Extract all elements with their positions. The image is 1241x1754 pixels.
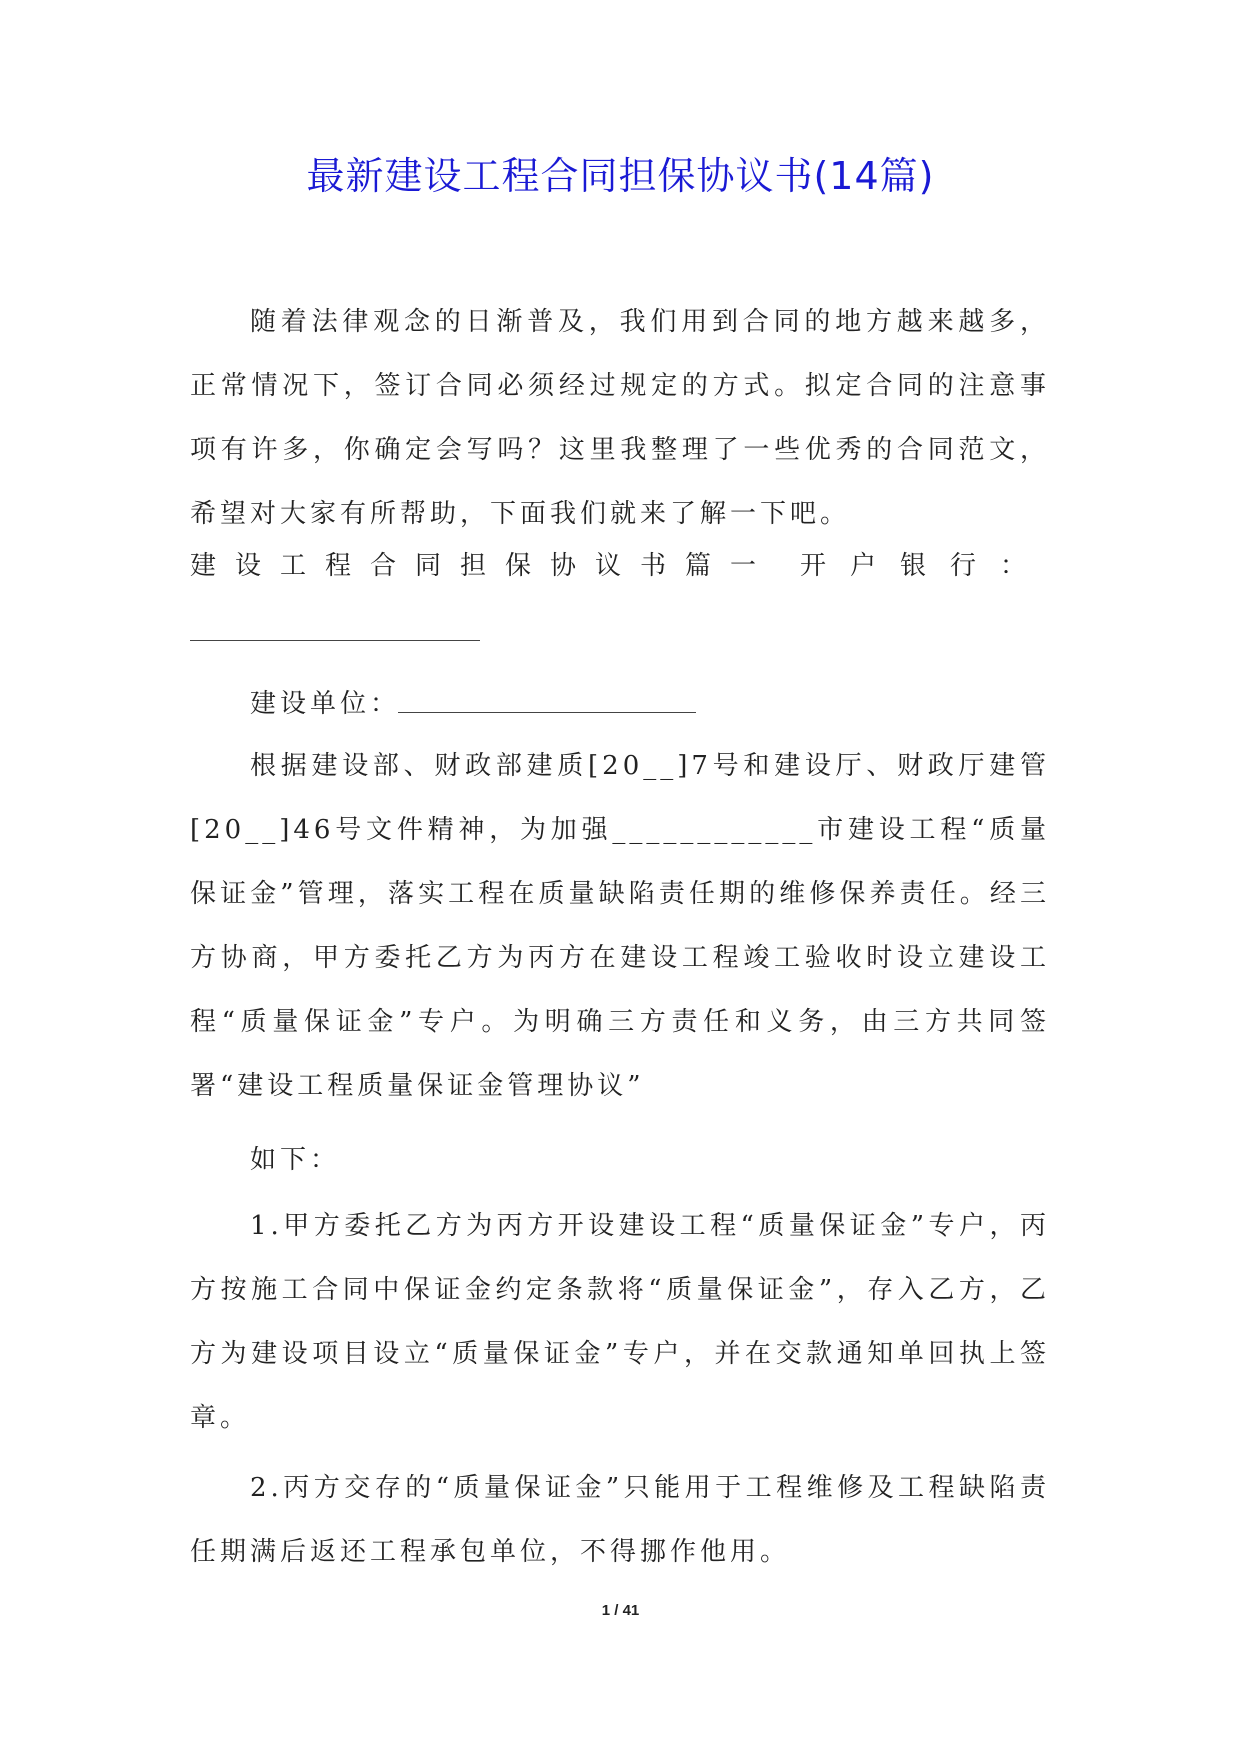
unit-label: 建设单位： [250, 689, 401, 719]
clause-2: 2.丙方交存的“质量保证金”只能用于工程维修及工程缺陷责任期满后返还工程承包单位，不得挪作他用。 [190, 1473, 1050, 1567]
page-indicator: 1 / 41 [601, 1602, 640, 1619]
bank-label: 开户银行： [799, 551, 1050, 581]
bank-fill-line [190, 640, 480, 641]
clause-1: 1.甲方委托乙方为丙方开设建设工程“质量保证金”专户，丙方按施工合同中保证金约定条款将“质量保证金”，存入乙方，乙方为建设项目设立“质量保证金”专户，并在交款通知单回执上签章。 [190, 1211, 1050, 1433]
document-title: 最新建设工程合同担保协议书(14篇) [306, 154, 935, 198]
basis-paragraph: 根据建设部、财政部建质[20__]7号和建设厅、财政厅建管[20__]46号文件精神，为加强____________市建设工程“质量保证金”管理，落实工程在质量缺陷责任期的维修保养责任。经三方协商，甲方委托乙方为丙方在建设工程竣工验收时设立建设工程“质量保证金”专户。为明确三方责任和义务，由三方共同签署“建设工程质量保证金管理协议” [190, 751, 1050, 1101]
section-heading-row [190, 546, 1050, 586]
unit-fill-line [398, 712, 696, 713]
as-follows: 如下： [250, 1145, 341, 1175]
section-heading: 建设工程合同担保协议书篇一 [190, 551, 776, 581]
intro-paragraph: 随着法律观念的日渐普及，我们用到合同的地方越来越多，正常情况下，签订合同必须经过规定的方式。拟定合同的注意事项有许多，你确定会写吗？这里我整理了一些优秀的合同范文，希望对大家有所帮助，下面我们就来了解一下吧。 [190, 307, 1050, 529]
